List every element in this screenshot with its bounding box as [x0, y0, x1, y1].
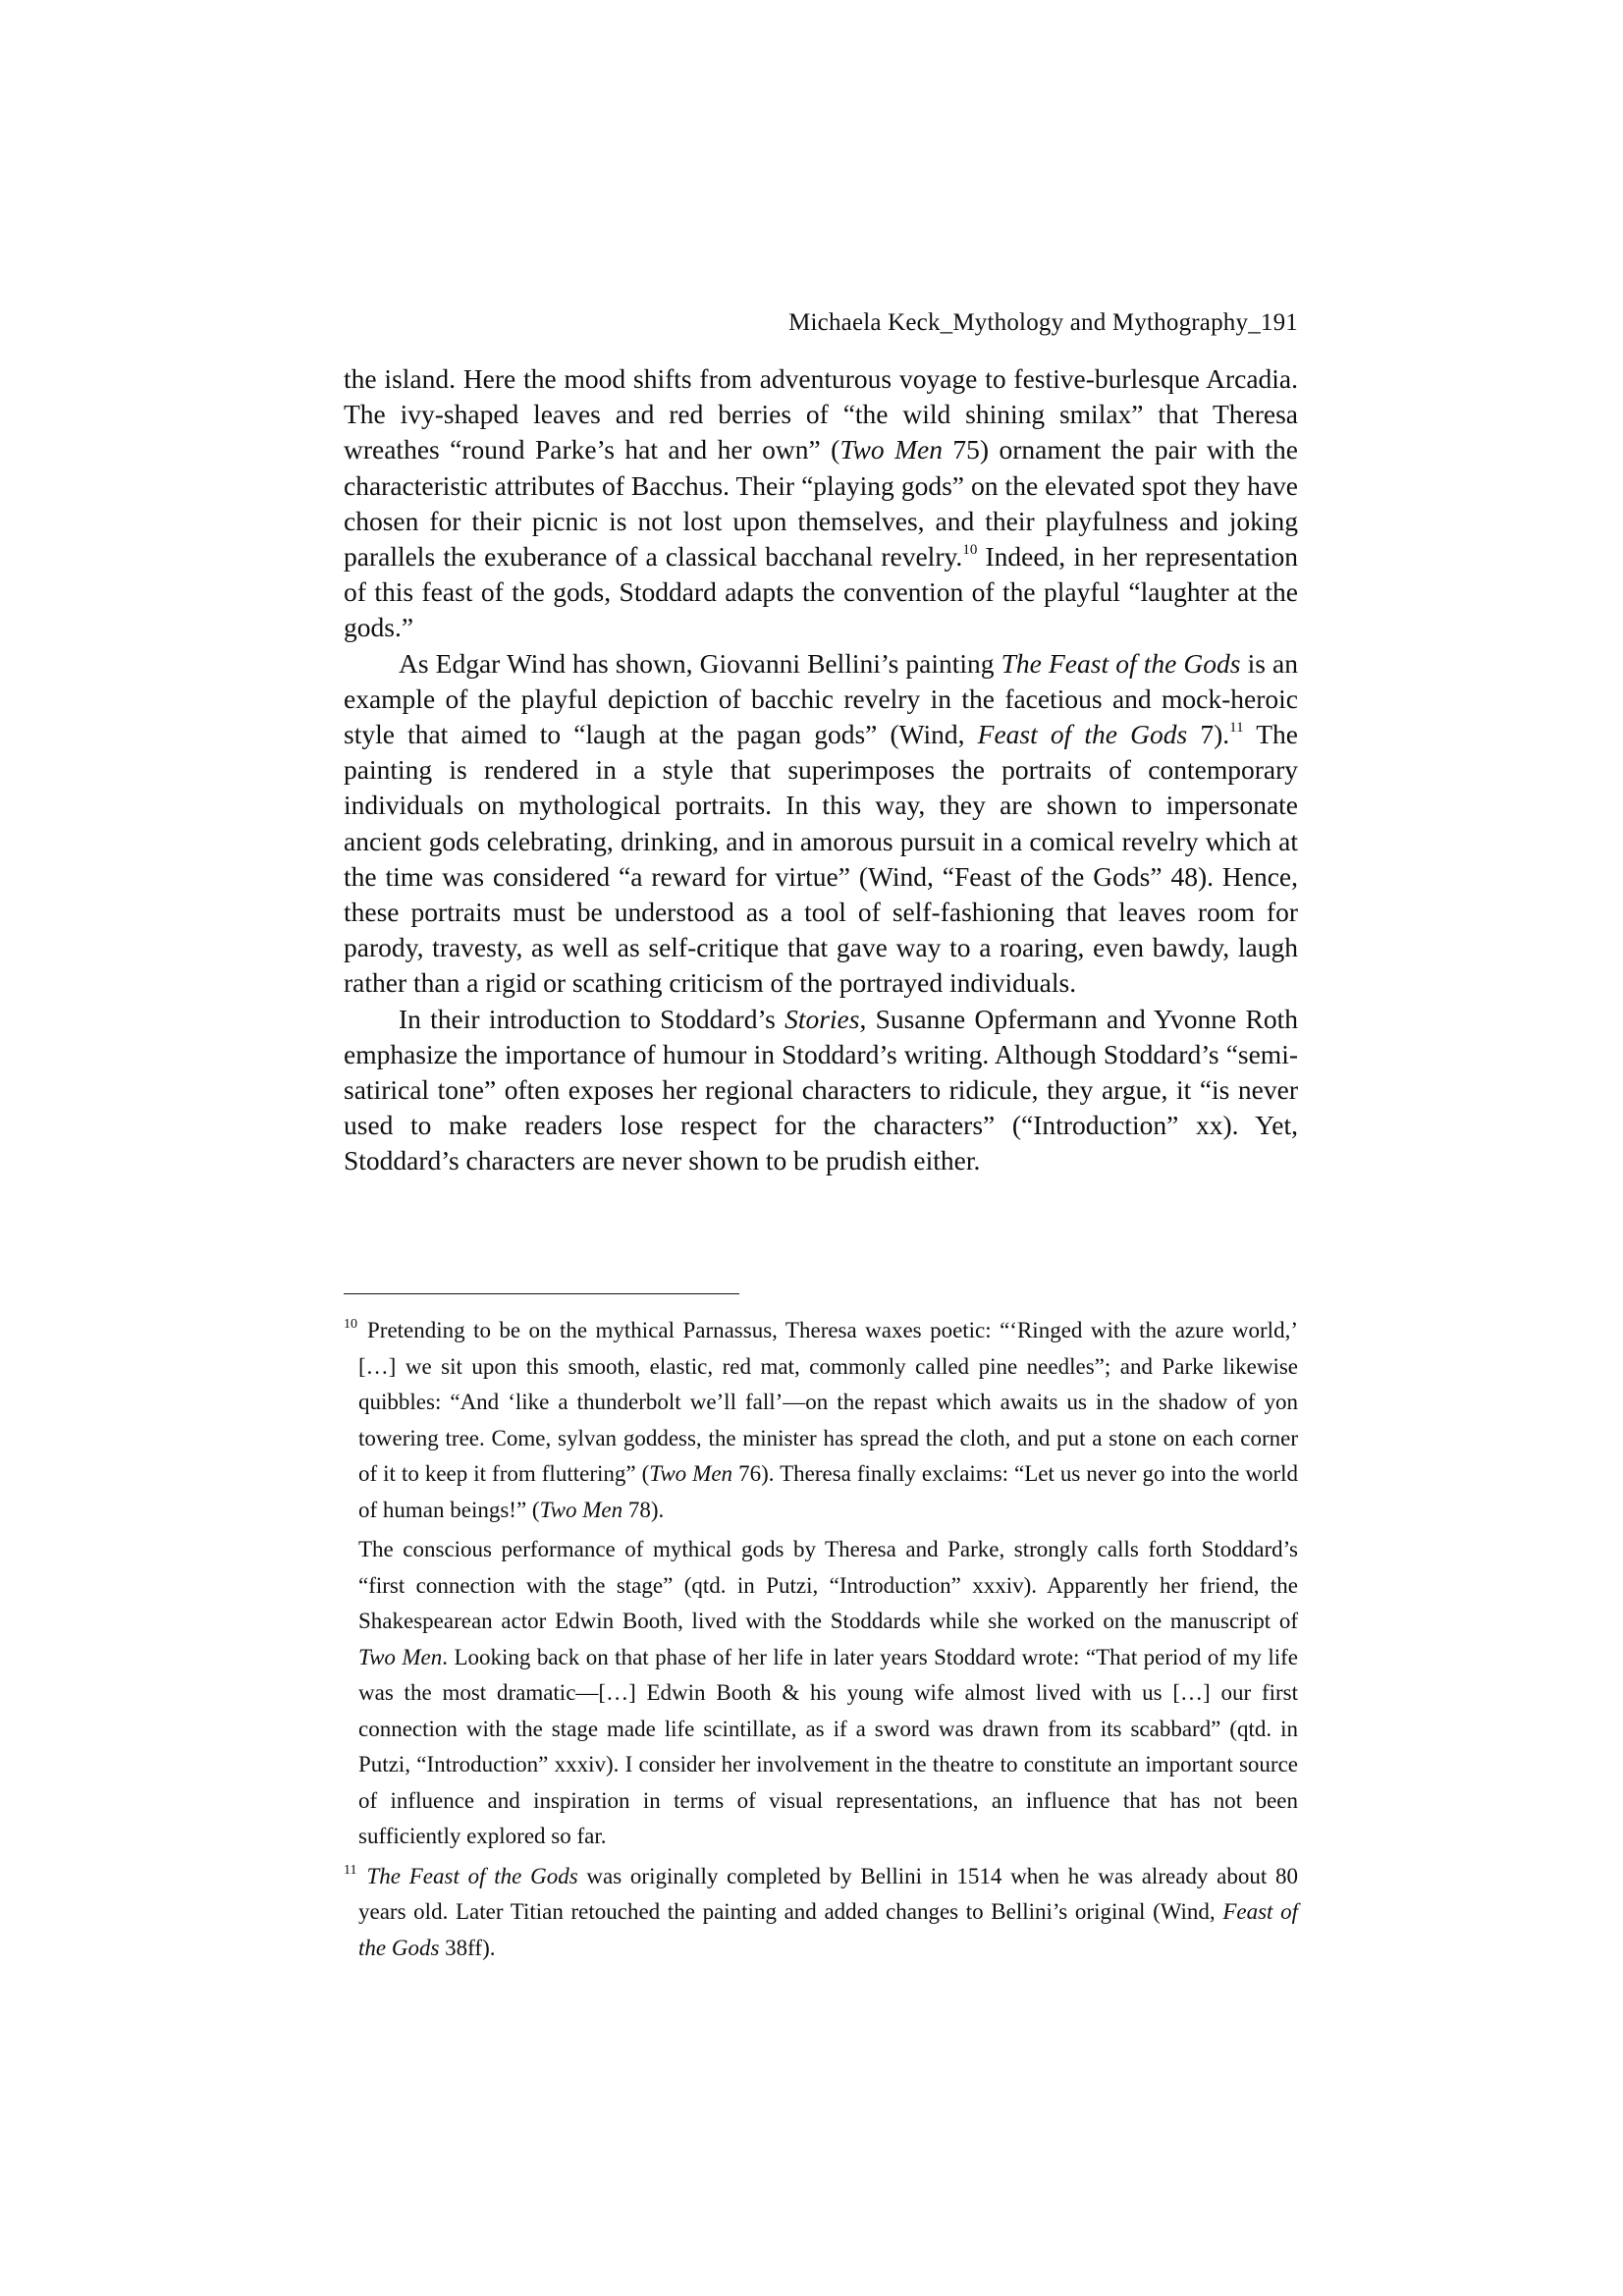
running-head: Michaela Keck_Mythology and Mythography_191: [788, 309, 1298, 336]
paragraph: the island. Here the mood shifts from adventurous voyage to festive-burlesque Arcadia. The ivy-shaped leaves and red berries of “the wild shining smilax” that Theresa wreathes “round Parke’s hat and her own” (Two Men 75) ornament the pair with the characteristic attributes of Bacchus. Their “playing gods” on the elevated spot they have chosen for their picnic is not lost upon themselves, and their playfulness and joking parallels the exuberance of a classical bacchanal revelry.$^{10}$ Indeed, in her representation of this feast of the gods, Stoddard adapts the convention of the playful “laughter at the gods.”: [344, 363, 1298, 643]
paragraph: As Edgar Wind has shown, Giovanni Bellini’s painting The Feast of the Gods is an example of the playful depiction of bacchic revelry in the facetious and mock-heroic style that aimed to “laugh at the pagan gods” (Wind, Feast of the Gods 7).$^{11}$ The painting is rendered in a style that superimposes the portraits of contemporary individuals on mythological portraits. In this way, they are shown to impersonate ancient gods celebrating, drinking, and in amorous pursuit in a comical revelry which at the time was considered “a reward for virtue” (Wind, “Feast of the Gods” 48). Hence, these portraits must be understood as a tool of self-fashioning that leaves room for parody, travesty, as well as self-critique that gave way to a roaring, even bawdy, laugh rather than a rigid or scathing criticism of the portrayed individuals.: [344, 647, 1298, 999]
title-italic: The Feast of the Gods: [1001, 647, 1241, 679]
footnote-number: 10: [344, 1317, 357, 1332]
footnote: $^{11}$ The Feast of the Gods was originally completed by Bellini in 1514 when he was already about 80 years old. Later Titian retouched the painting and added changes to Bellini’s original (Wind, Feast of the Gods 38ff).: [344, 1862, 1299, 1960]
footnote-number: 11: [344, 1862, 357, 1878]
title-italic: Feast of the Gods: [977, 719, 1188, 750]
paragraph: In their introduction to Stoddard’s Stories, Susanne Opfermann and Yvonne Roth emphasize the importance of humour in Stoddard’s writing. Although Stoddard’s “semi-satirical tone” often exposes her regional characters to ridicule, they argue, it “is never used to make readers lose respect for the characters” (“Introduction” xx). Yet, Stoddard’s characters are never shown to be prudish either.: [344, 1003, 1298, 1176]
footnote-rule: [344, 1293, 739, 1294]
footnote: $^{10}$ Pretending to be on the mythical Parnassus, Theresa waxes poetic: “‘Ringed with the azure world,’ […] we sit upon this smooth, elastic, red mat, commonly called pine needles”; and Parke likewise quibbles: “And ‘like a thunderbolt we’ll fall’—on the repast which awaits us in the shadow of yon towering tree. Come, sylvan goddess, the minister has spread the cloth, and put a stone on each corner of it to keep it from fluttering” (Two Men 76). Theresa finally exclaims: “Let us never go into the world of human beings!” (Two Men 78).: [344, 1317, 1299, 1522]
footnotes: [344, 1313, 1298, 1970]
footnote-ref[interactable]: 10: [962, 542, 978, 559]
footnote-ref[interactable]: 11: [1229, 720, 1244, 737]
body-text: [344, 361, 1298, 1179]
title-italic: Stories: [784, 1003, 860, 1034]
footnote-continuation: The conscious performance of mythical gods by Theresa and Parke, strongly calls forth Stoddard’s “first connection with the stage” (qtd. in Putzi, “Introduction” xxxiv). Apparently her friend, the Shakespearean actor Edwin Booth, lived with the Stoddards while she worked on the manuscript of Two Men. Looking back on that phase of her life in later years Stoddard wrote: “That period of my life was the most dramatic—[…] Edwin Booth & his young wife almost lived with us […] our first connection with the stage made life scintillate, as if a sword was drawn from its scabbard” (qtd. in Putzi, “Introduction” xxxiv). I consider her involvement in the theatre to constitute an important source of influence and inspiration in terms of visual representations, an influence that has not been sufficiently explored so far.: [358, 1537, 1298, 1848]
title-italic: Two Men: [839, 434, 943, 465]
